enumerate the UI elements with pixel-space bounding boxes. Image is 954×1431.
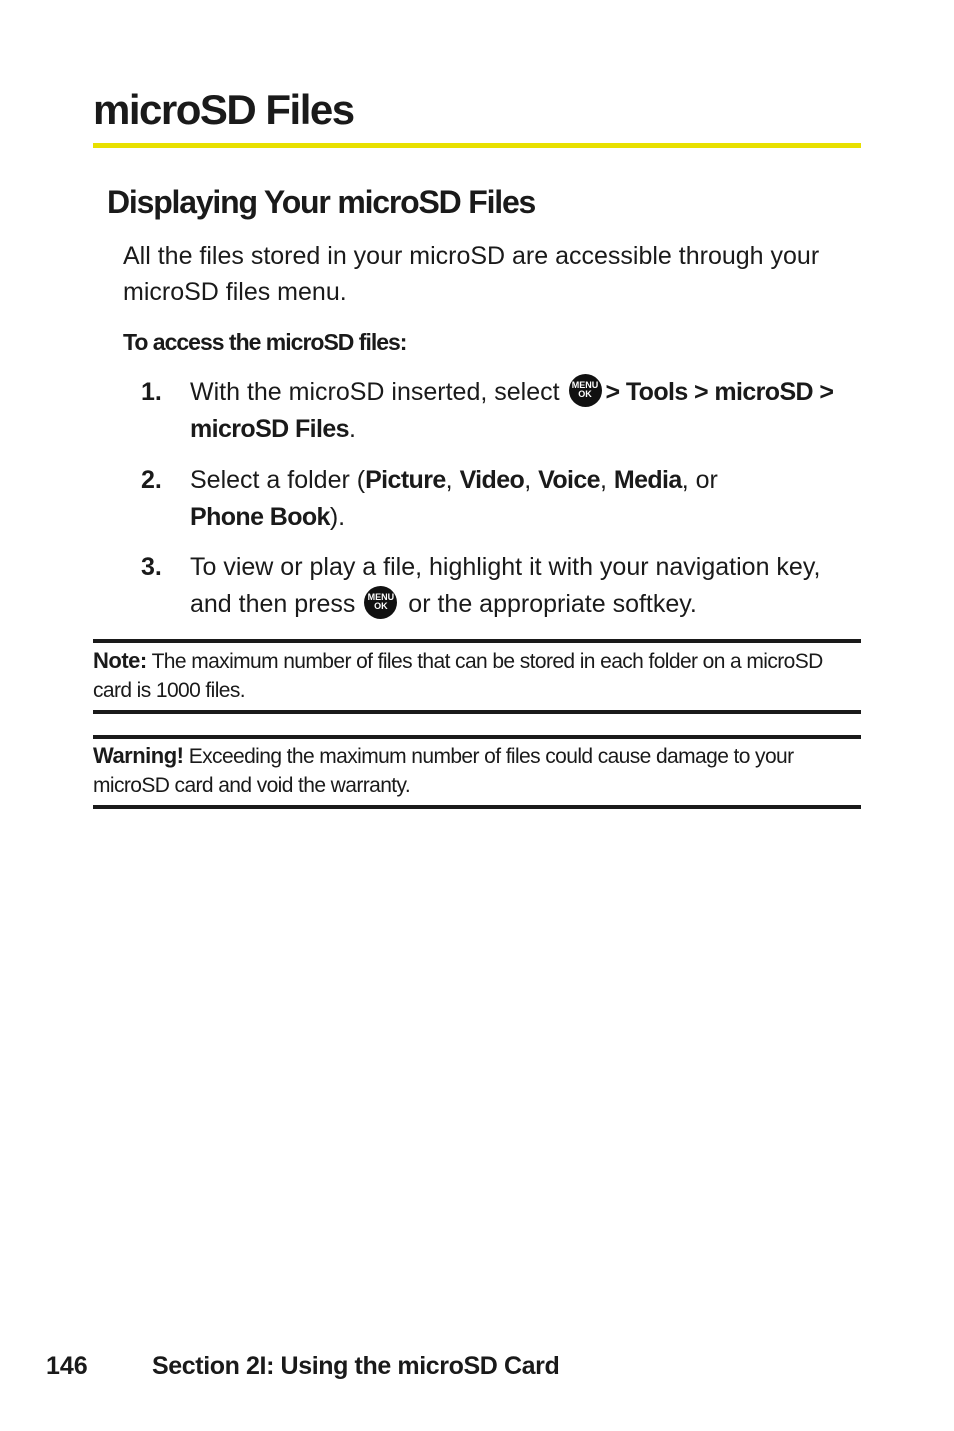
note-top-rule <box>93 639 861 643</box>
menu-ok-key-icon: MENU OK <box>364 586 397 619</box>
step-text: Select a folder ( <box>190 466 366 494</box>
folder-media: Media <box>613 466 682 494</box>
folder-picture: Picture <box>365 466 446 494</box>
footer-section-title: Section 2I: Using the microSD Card <box>152 1352 560 1380</box>
step-number: 3. <box>141 553 162 581</box>
procedure-label: To access the microSD files: <box>123 329 407 355</box>
page-title: microSD Files <box>93 86 354 133</box>
note-callout <box>93 646 861 705</box>
step-text-end: or the appropriate softkey. <box>401 590 697 618</box>
warning-bottom-rule <box>93 805 861 809</box>
note-bottom-rule <box>93 710 861 714</box>
step-2: 2. Select a folder (Picture, Video, Voice, Media, or Phone Book). <box>141 462 861 536</box>
warning-text: Exceeding the maximum number of files could cause damage to your microSD card and void the warranty. <box>93 745 794 797</box>
note-text: The maximum number of files that can be stored in each folder on a microSD card is 1000 files. <box>93 650 823 702</box>
step-number: 2. <box>141 466 162 494</box>
warning-callout <box>93 741 861 800</box>
step-text: To view or play a file, highlight it with your navigation key, and then press <box>190 553 821 618</box>
folder-phone-book: Phone Book <box>190 503 330 531</box>
step-number: 1. <box>141 378 162 406</box>
step-1: 1. With the microSD inserted, select MENU OK > Tools > microSD > microSD Files. <box>141 374 861 448</box>
note-label: Note: <box>93 648 147 673</box>
intro-paragraph: All the files stored in your microSD are accessible through your microSD files menu. <box>123 242 820 306</box>
title-accent-rule <box>93 143 861 148</box>
folder-video: Video <box>459 466 525 494</box>
step-text: With the microSD inserted, select <box>190 378 567 406</box>
folder-voice: Voice <box>538 466 600 494</box>
section-heading: Displaying Your microSD Files <box>107 184 536 220</box>
warning-label: Warning! <box>93 743 184 768</box>
page-number: 146 <box>46 1352 88 1380</box>
menu-ok-key-icon: MENU OK <box>569 374 602 407</box>
menu-path: > Tools > microSD > microSD Files <box>190 378 834 443</box>
warning-top-rule <box>93 735 861 739</box>
step-3 <box>141 549 861 623</box>
